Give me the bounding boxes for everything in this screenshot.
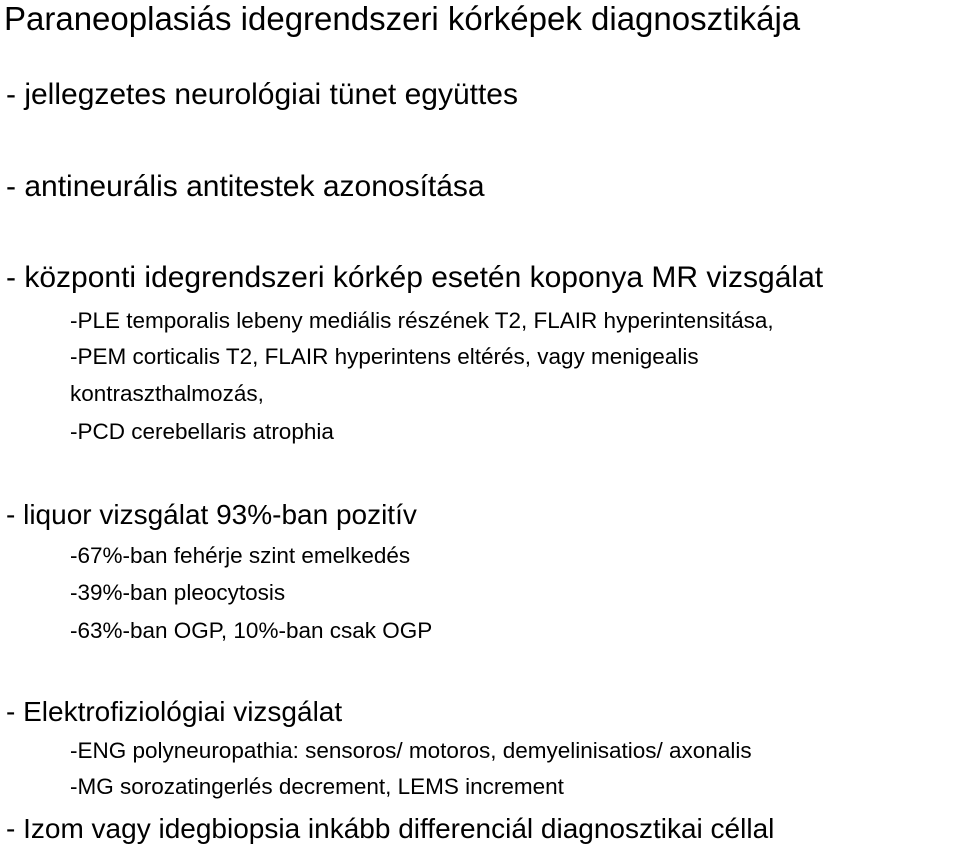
sub-item-protein: -67%-ban fehérje szint emelkedés [70,543,411,568]
bullet-liquor-examination: - liquor vizsgálat 93%-ban pozitív [6,499,417,530]
sub-item-mg: -MG sorozatingerlés decrement, LEMS increment [70,774,564,799]
sub-item-pem: -PEM corticalis T2, FLAIR hyperintens eltérés, vagy menigealis [70,344,699,369]
bullet-antineuronal-antibodies: - antineurális antitestek azonosítása [6,170,485,203]
sub-item-ple: -PLE temporalis lebeny mediális részének T2, FLAIR hyperintensitása, [70,308,774,333]
sub-item-pleocytosis: -39%-ban pleocytosis [70,580,286,605]
bullet-electrophysiology: - Elektrofiziológiai vizsgálat [6,696,343,727]
sub-item-pcd: -PCD cerebellaris atrophia [70,419,334,444]
sub-item-pem-continued: kontraszthalmozás, [70,381,264,406]
bullet-mr-examination: - központi idegrendszeri kórkép esetén koponya MR vizsgálat [6,261,824,294]
bullet-biopsy: - Izom vagy idegbiopsia inkább differenciál diagnosztikai céllal [6,813,775,844]
bullet-neurological-symptoms: - jellegzetes neurológiai tünet együttes [6,78,518,111]
slide-title: Paraneoplasiás idegrendszeri kórképek diagnosztikája [4,0,801,37]
sub-item-ogp: -63%-ban OGP, 10%-ban csak OGP [70,618,433,643]
sub-item-eng: -ENG polyneuropathia: sensoros/ motoros, demyelinisatios/ axonalis [70,738,752,763]
